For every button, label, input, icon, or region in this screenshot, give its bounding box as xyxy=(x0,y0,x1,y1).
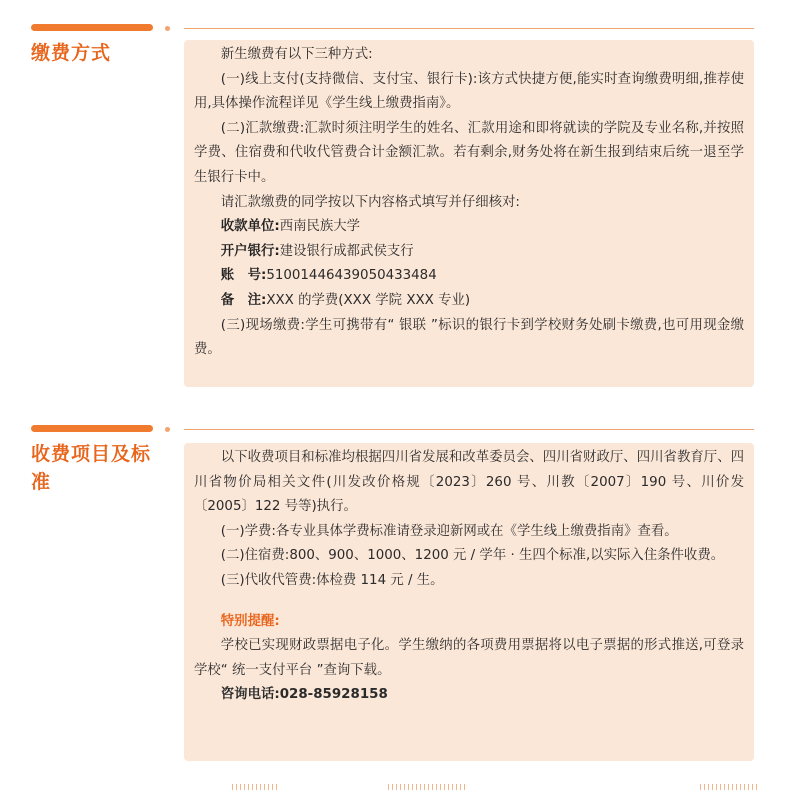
section-divider xyxy=(184,28,754,29)
bottom-decoration xyxy=(700,784,760,790)
section-bar-decoration xyxy=(31,24,153,31)
payment-format-note: 请汇款缴费的同学按以下内容格式填写并仔细核对: xyxy=(220,194,520,210)
section-dot-decoration xyxy=(165,26,170,31)
fee-accommodation: (二)住宿费:800、900、1000、1200 元 / 学年 · 生四个标准,以实际入住条件收费。 xyxy=(220,548,725,564)
section-divider xyxy=(184,429,754,430)
fees-content-box xyxy=(184,443,754,761)
fee-tuition: (一)学费:各专业具体学费标准请登录迎新网或在《学生线上缴费指南》查看。 xyxy=(220,523,678,539)
remark-row xyxy=(194,289,744,314)
fee-agency: (三)代收代管费:体检费 114 元 / 生。 xyxy=(220,572,444,588)
account-value: 51001446439050433484 xyxy=(266,268,437,284)
payee-label: 收款单位: xyxy=(220,219,280,235)
bank-label: 开户银行: xyxy=(220,243,280,259)
account-row xyxy=(194,264,744,289)
bottom-decoration xyxy=(232,784,280,790)
section-dot-decoration xyxy=(165,427,170,432)
phone-value: 028-85928158 xyxy=(279,687,388,703)
payment-content-box xyxy=(184,40,754,387)
phone-label: 咨询电话: xyxy=(220,687,280,703)
reminder-text: 学校已实现财政票据电子化。学生缴纳的各项费用票据将以电子票据的形式推送,可登录学校“ 统一支付平台 ”查询下载。 xyxy=(194,638,744,678)
remark-label: 备 注: xyxy=(220,292,267,308)
payment-section-title: 缴费方式 xyxy=(31,42,112,64)
payment-method-onsite: (三)现场缴费:学生可携带有“ 银联 ”标识的银行卡到学校财务处刷卡缴费,也可用现金缴费。 xyxy=(194,317,744,358)
phone-row xyxy=(194,683,744,708)
section-bar-decoration xyxy=(31,425,153,432)
fees-intro: 以下收费项目和标准均根据四川省发展和改革委员会、四川省财政厅、四川省教育厅、四川省物价局相关文件(川发改价格规〔2023〕260 号、川教〔2007〕190 号、川价发〔2005〕122 号等)执行。 xyxy=(194,450,744,515)
payment-method-remit: (二)汇款缴费:汇款时须注明学生的姓名、汇款用途和即将就读的学院及专业名称,并按照学费、住宿费和代收代管费合计金额汇款。若有剩余,财务处将在新生报到结束后统一退至学生银行卡中。 xyxy=(194,120,744,185)
payment-intro: 新生缴费有以下三种方式: xyxy=(220,47,373,62)
bank-row xyxy=(194,240,744,265)
spacer xyxy=(194,594,744,610)
payee-value: 西南民族大学 xyxy=(279,219,361,235)
bottom-decoration xyxy=(388,784,466,790)
bank-value: 建设银行成都武侯支行 xyxy=(279,243,414,259)
payee-row xyxy=(194,215,744,240)
payment-method-online: (一)线上支付(支持微信、支付宝、银行卡):该方式快捷方便,能实时查询缴费明细,推荐使用,具体操作流程详见《学生线上缴费指南》。 xyxy=(194,71,744,112)
reminder-label: 特别提醒: xyxy=(220,613,280,629)
account-label: 账 号: xyxy=(220,268,267,284)
remark-value: XXX 的学费(XXX 学院 XXX 专业) xyxy=(266,292,471,308)
fees-section-title: 收费项目及标准 xyxy=(31,443,152,493)
